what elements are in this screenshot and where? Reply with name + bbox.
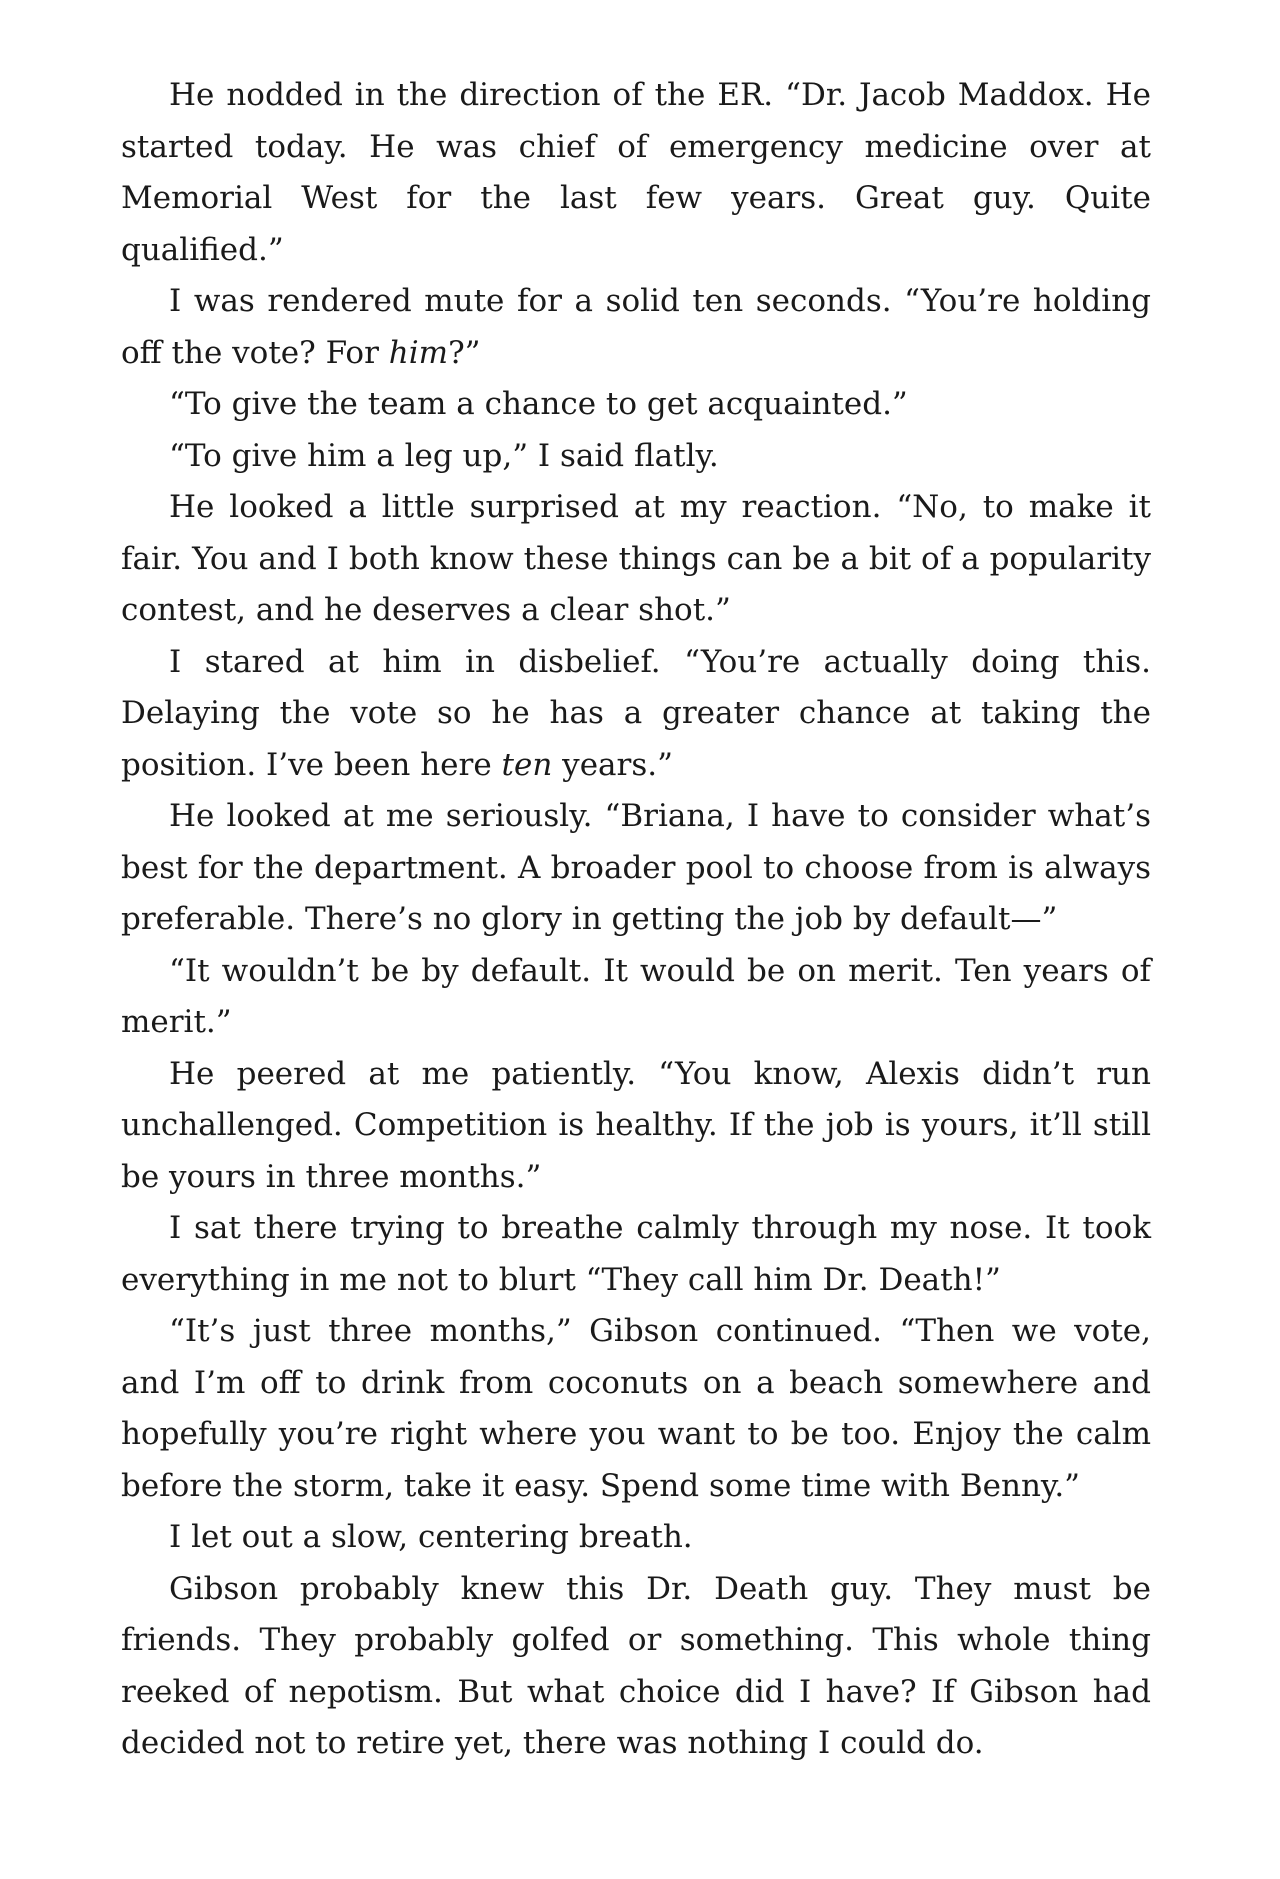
paragraph-text: Gibson probably knew this Dr. Death guy. They must be friends. They probably golfed or something. This whole thing reeked of nepotism. But what choice did I have? If Gibson had decided not to retire yet, there was nothing I could do. bbox=[121, 1570, 1151, 1761]
paragraph-13 bbox=[121, 1564, 1151, 1770]
paragraph-text: He peered at me patiently. “You know, Alexis didn’t run unchallenged. Competition is healthy. If the job is yours, it’ll still be yours in three months.” bbox=[121, 1055, 1151, 1195]
paragraph-text: I let out a slow, centering breath. bbox=[169, 1519, 693, 1555]
paragraph-text: He looked at me seriously. “Briana, I have to consider what’s best for the department. A broader pool to choose from is always preferable. There’s no glory in getting the job by default—” bbox=[121, 798, 1151, 937]
paragraph-text: “To give the team a chance to get acquainted.” bbox=[169, 386, 908, 422]
paragraph-text: “It’s just three months,” Gibson continued. “Then we vote, and I’m off to drink from coconuts on a beach somewhere and hopefully you’re right where you want to be too. Enjoy the calm before the storm, take it easy. Spend some time with Benny.” bbox=[121, 1313, 1151, 1504]
paragraph-text: “It wouldn’t be by default. It would be on merit. Ten years of merit.” bbox=[121, 952, 1151, 1040]
paragraph-text: I sat there trying to breathe calmly through my nose. It took everything in me not to blurt “They call him Dr. Death!” bbox=[121, 1210, 1151, 1298]
paragraph-2 bbox=[121, 276, 1151, 379]
paragraph-12 bbox=[121, 1512, 1151, 1564]
paragraph-text: “To give him a leg up,” I said flatly. bbox=[169, 437, 719, 474]
paragraph-10 bbox=[121, 1203, 1151, 1306]
italic-emphasis: him bbox=[388, 334, 449, 371]
paragraph-5 bbox=[121, 482, 1151, 637]
italic-emphasis: ten bbox=[501, 746, 553, 783]
paragraph-1 bbox=[121, 70, 1151, 276]
paragraph-4 bbox=[121, 431, 1151, 483]
paragraph-6 bbox=[121, 637, 1151, 792]
paragraph-text: He looked a little surprised at my reaction. “No, to make it fair. You and I both know these things can be a bit of a popularity contest, and he deserves a clear shot.” bbox=[121, 489, 1151, 628]
paragraph-text: years.” bbox=[552, 746, 673, 783]
paragraph-text: ?” bbox=[448, 334, 481, 371]
paragraph-text: I stared at him in disbelief. “You’re actually doing this. Delaying the vote so he has a greater chance at taking the position. I’ve been here bbox=[121, 643, 1151, 783]
paragraph-text: He nodded in the direction of the ER. “Dr. Jacob Maddox. He started today. He was chief of emergency medicine over at Memorial West for the last few years. Great guy. Quite qualified.” bbox=[121, 77, 1151, 268]
paragraph-8 bbox=[121, 946, 1151, 1049]
book-page bbox=[121, 70, 1151, 1770]
paragraph-text: I was rendered mute for a solid ten seconds. “You’re holding off the vote? For bbox=[121, 283, 1151, 371]
paragraph-3 bbox=[121, 379, 1151, 431]
paragraph-7 bbox=[121, 791, 1151, 946]
paragraph-9 bbox=[121, 1049, 1151, 1204]
paragraph-11 bbox=[121, 1306, 1151, 1512]
